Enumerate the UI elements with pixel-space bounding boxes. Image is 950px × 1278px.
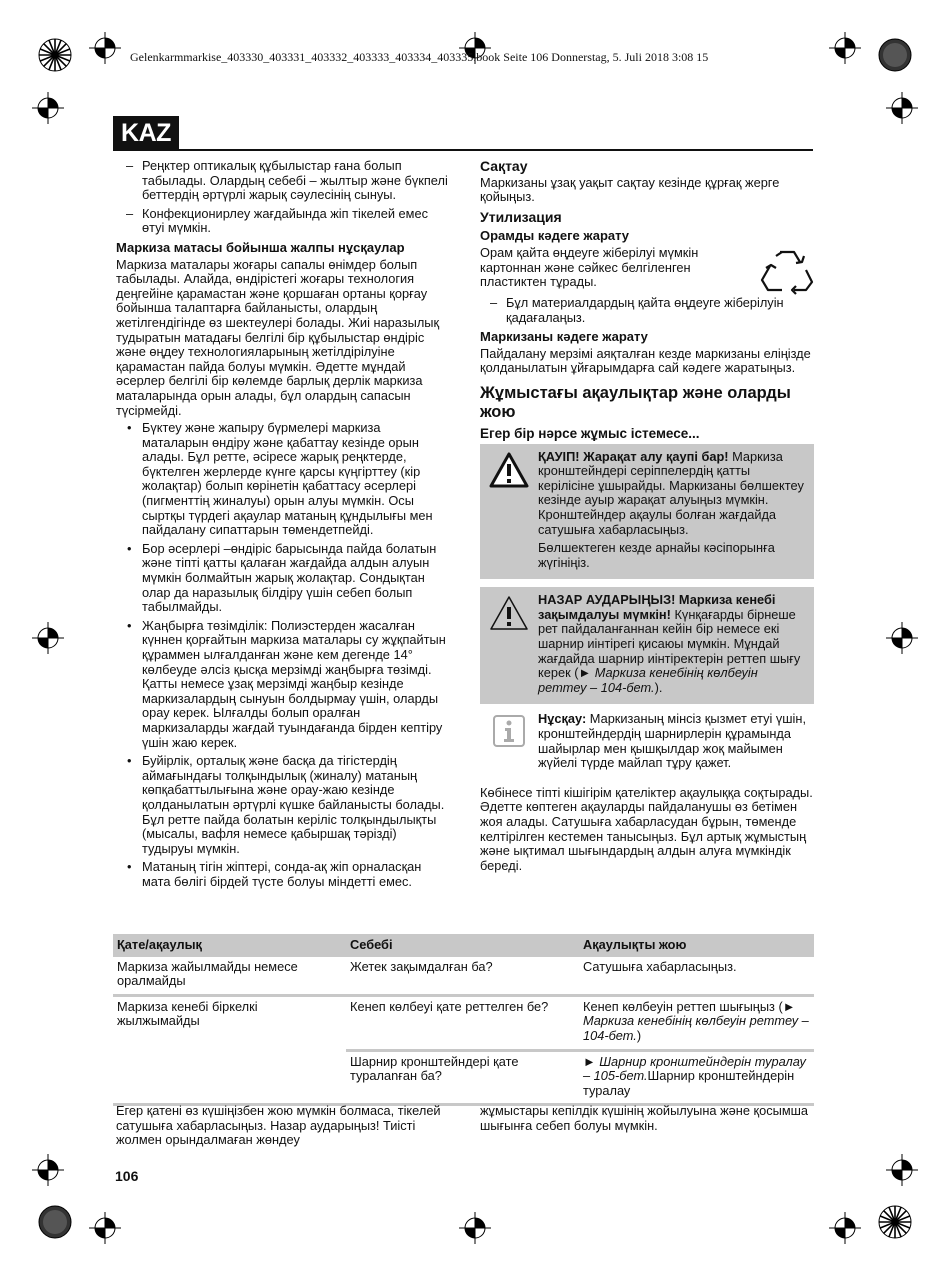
section-title: Жұмыстағы ақаулықтар және оларды жою	[480, 383, 791, 421]
section-heading: Сақтау	[480, 158, 528, 174]
sub-heading: Орамды кәдеге жарату	[480, 228, 630, 244]
table-row: Шарнир кронштейндері қате туралanған ба? ► Шарнир кронштейндерін туралау – 105-бет.Шарнир кронштейндерін туралау	[113, 1050, 814, 1105]
cross-reference: ► Шарнир кронштейндерін туралау – 105-бет.	[583, 1053, 806, 1084]
note-box: Нұсқау: Маркизаның мінсіз қызмет етуі үшін, кронштейндердің шарнирлерін құрамында шайырлар мен қышқылдар жоқ майымен жүйелі түрде майлап тұру қажет.	[480, 712, 814, 773]
page-number: 106	[115, 1168, 139, 1184]
bullet-item: • Буйірлік, орталық және басқа да тігістердің аймағындағы толқындылық (жиналу) матаның көпқабаттылығына және орау-жаю кезінде қолданылатын әртүрлі күшке байланысты болады. Бұл ретте пайда болатын керіліс толқындылықты (мысалы, вафля немесе қабыршақ тәрізді) тудыруы мүмкін.	[127, 753, 445, 856]
sub-heading: Маркизаны кәдеге жарату	[480, 329, 648, 345]
sub-heading: Егер бір нәрсе жұмыс істемесе...	[480, 425, 700, 441]
cross-reference: ► Маркиза кенебінің көлбеуін реттеу – 104-бет.	[538, 665, 758, 695]
troubleshooting-table	[113, 934, 814, 1106]
dash-item: – Реңктер оптикалық құбылыстар ғана болып табылады. Олардың себебі – жылтыр және бүкпелі беттердің әртүрлі жарық сәулесінің сынуы.	[126, 158, 448, 203]
cross-reference: ► Маркиза кенебінің көлбеуін реттеу – 104-бет.	[583, 998, 809, 1043]
bullet-item: • Бор әсерлері –өндіріс барысында пайда болатын және тіпті қатты қалаған жағдайда алдын алуын мүмкін болмайтын жарық жолақтар. Сондықтан олар да наразылық білдіру үшін себеп болып табылмайды.	[127, 540, 437, 615]
left-column	[116, 159, 450, 894]
table-header: Себебі	[346, 934, 579, 957]
table-row: Маркиза жайылмайды немесе оралмайды Жетек зақымдалған ба? Сатушыға хабарласыңыз.	[117, 958, 737, 989]
footer-text-left: Егер қатені өз күшіңізбен жою мүмкін болмаса, тікелей сатушыға хабарласыңыз. Назар аударыңыз! Тиісті жолмен орындалмаған жөндеу	[116, 1103, 441, 1148]
paragraph: Пайдалану мерзімі аяқталған кезде маркизаны еліңізде қолданылатын ұйғарымдарға сай кәдеге жаратыңыз.	[480, 345, 811, 376]
language-tab: KAZ	[113, 116, 179, 150]
footer-text-right: жұмыстары кепілдік күшінің жойылуына және қосымша шығынға себеп болуы мүмкін.	[480, 1103, 808, 1133]
paragraph: Маркиза маталары жоғары сапалы өнімдер болып табылады. Алайда, өндірістегі жоғары технология деңгейіне қарамастан және қоршаған ортаны қорғау бойынша талаптарға байланысты, олардың жетілгендігінде өз шектеулері болады. Жиі наразылық тудыратын матадағы белгілі бір құбылыстар өндіріс және өңдеу технологияларының жетілдірілуіне қарамастан пайда болуы мүмкін. Әдетте мұндай әсерлер белгілі бір көлемде барлық дерлік маркиза маталарында орын алады, бұл олардың сапасын түсірмейді.	[116, 256, 440, 418]
caution-box: НАЗАР АУДАРЫҢЫЗ! Маркиза кенебі зақымдалуы мүмкін! Күнқағарды бірнеше рет пайдаланғаннан кейін бір немесе екі шарнир иінтірегі қисаюы мүмкін. Мұндай жағдайда шарнир иінтіректерін реттеп шығу керек (► Маркиза кенебінің көлбеуін реттеу – 104-бет.).	[480, 587, 814, 704]
bullet-item: • Жаңбырға төзімділік: Полиэстерден жасалған күннен қорғайтын маркиза маталары су жұқпайтын құраммен ылғалданған және кем дегенде 14° көлбеуде әлсіз қысқа мерзімді жаңбырға төзімді. Қатты немесе ұзақ мерзімді жаңбыр кезінде маркизалардың сынуын болдырмау үшін, оларды орау керек. Ылғалды болып оралған маркизаларды жағдай туындағанда бірден кептіру үшін жаю керек.	[127, 617, 446, 750]
file-header-line: Gelenkarmmarkise_403330_403331_403332_403333_403334_403335.book Seite 106 Donnerstag, 5. Juli 2018 3:08 15	[130, 50, 709, 64]
warning-icon	[489, 452, 529, 488]
paragraph: Маркизаны ұзақ уақыт сақтау кезінде құрғақ жерге қойыңыз.	[480, 174, 780, 205]
paragraph: Орам қайта өңдеуге жіберілуі мүмкін картоннан және сәйкес белгіленген пластиктен тұрады.	[480, 244, 699, 290]
paragraph: Көбінесе тіпті кішігірім қателіктер ақаулыққа соқтырады. Әдетте көптеген ақауларды пайдаланушы өз бетімен жоя алады. Сатушыға хабарласудан бұрын, төменде келтірілген кестемен танысыңыз. Бұл артық жұмыстың және ықтимал шығындардың алдын алуға мүмкіндік береді.	[480, 784, 813, 873]
bullet-item: • Бүктеу және жапыру бүрмелері маркиза маталарын өндіру және қабаттау кезінде орын алады. Бұл ретте, әсіресе жарық реңктерде, бүктелген жерлерде күнге қарсы күңгірттеу (кір жолақтар) болып көрінетін қабаттасу әсерлері (пигменттің жиналуы) орын алуы мүмкін. Осы сыртқы түрдегі ақаулар матаның құндылығы мен пайдалану сипаттарын төмендетпейді.	[127, 420, 433, 538]
caution-title: НАЗАР АУДАРЫҢЫЗ! Маркиза кенебі зақымдалуы мүмкін!	[538, 592, 776, 622]
dash-item: – Конфекционирлеу жағдайында жіп тікелей емес өтуі мүмкін.	[126, 205, 428, 236]
table-header: Ақаулықты жою	[579, 934, 814, 957]
caution-icon	[489, 595, 529, 631]
section-heading: Маркиза матасы бойынша жалпы нұсқаулар	[116, 239, 405, 255]
bullet-item: • Матаның тігін жіптері, сонда-ақ жіп орналасқан мата бөлігі бірдей түсте болуы міндетті емес.	[127, 859, 422, 889]
section-heading: Утилизация	[480, 208, 562, 225]
header-rule	[113, 149, 813, 151]
info-icon	[492, 714, 526, 748]
right-column	[480, 159, 814, 876]
dash-item: – Бұл материалдардың қайта өңдеуге жіберілуін қадағалаңыз.	[490, 294, 784, 325]
danger-box: ҚАУІП! Жарақат алу қаупі бар! Маркиза кронштейндері серіппелердің қатты керілісіне ұшырайды. Маркизаны бөлшектеу кезінде ауыр жарақат алуыңыз мүмкін. Кронштейндер ақаулы болған жағдайда сатушыға хабарласыңыз. Бөлшектеген кезде арнайы кәсіпорынға жүгініңіз.	[480, 444, 814, 580]
danger-title: ҚАУІП! Жарақат алу қаупі бар!	[538, 448, 729, 464]
table-row: Маркиза кенебі біркелкі жылжымайды Кенеп көлбеуі қате реттелген бе? Кенеп көлбеуін реттеп шығыңыз (► Маркиза кенебінің көлбеуін реттеу – 104-бет.)	[113, 995, 814, 1050]
table-header: Қате/ақаулық	[113, 934, 346, 957]
recycle-icon	[760, 246, 814, 296]
